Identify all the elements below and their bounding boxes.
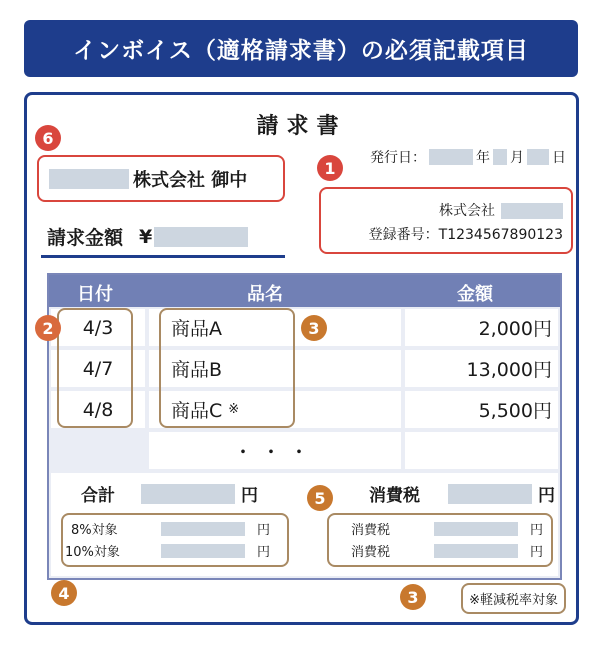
amount-label: 請求金額 [47,227,124,249]
badge-5: 5 [307,485,333,511]
invoice-sheet [24,92,579,625]
table-header [49,275,560,307]
header-amount: 金額 [457,284,493,305]
row-item-name: 商品B [171,359,223,381]
badge-3-note: 3 [400,584,426,610]
amount-underline [41,255,285,258]
row-amount: 13,000円 [405,350,558,387]
summary-box [51,473,558,576]
redacted-amount [154,227,248,247]
issuer-company: 株式会社 [439,203,495,219]
row-amount: 5,500円 [405,391,558,428]
redacted-day [527,149,549,165]
tax8-yen: 円 [530,523,544,538]
row-date: 4/7 [51,350,145,387]
badge-3: 3 [301,315,327,341]
issuer-info [319,187,573,254]
rate8-yen: 円 [257,523,271,538]
tax-line [369,481,555,506]
issue-date [370,147,566,167]
redacted-tax8 [434,522,518,536]
billing-amount [47,223,248,250]
table-row-ellipsis [49,430,560,471]
callout-items [159,308,295,428]
badge-6: 6 [35,125,61,151]
rate8-line [71,519,270,538]
rate10-line [65,541,270,560]
redacted-tax10 [434,544,518,558]
invoice-table [42,273,562,580]
redacted-rate10 [161,544,245,558]
reduced-rate-mark: ※ [228,402,240,417]
redacted-tax [448,484,532,504]
row-item-name: 商品C [171,400,223,422]
year-label: 年 [476,150,490,166]
badge-1: 1 [317,155,343,181]
redacted-year [429,149,473,165]
client-suffix: 株式会社 御中 [133,169,248,191]
currency-symbol: ¥ [139,225,153,248]
row-date: 4/8 [51,391,145,428]
tax-yen: 円 [538,486,555,506]
month-label: 月 [510,150,524,166]
invoice-title: 請求書 [256,114,347,139]
rate8-label: 8%対象 [71,523,118,538]
row-date: 4/3 [51,309,145,346]
redacted-client [49,169,129,189]
badge-2: 2 [35,315,61,341]
row-ellipsis: ・・・ [149,432,401,469]
row-date-empty [51,432,145,469]
redacted-rate8 [161,522,245,536]
redacted-month [493,149,507,165]
header-item: 品名 [247,284,283,305]
reduced-rate-note: ※軽減税率対象 [461,583,566,614]
tax-label: 消費税 [369,486,420,506]
rate10-label: 10%対象 [65,545,120,560]
badge-4: 4 [51,580,77,606]
client-name [37,155,285,202]
row-item-name: 商品A [171,318,222,340]
tax10-label: 消費税 [351,545,391,560]
rate10-yen: 円 [257,545,271,560]
banner-title: インボイス（適格請求書）の必須記載項目 [24,20,578,77]
row-amount-empty [405,432,558,469]
row-amount: 2,000円 [405,309,558,346]
tax8-line [351,519,543,538]
issue-date-label: 発行日： [370,150,426,166]
total-label: 合計 [81,486,115,506]
registration-label: 登録番号： [368,227,439,243]
total-yen: 円 [241,486,258,506]
day-label: 日 [552,150,566,166]
callout-dates [57,308,133,428]
tax8-label: 消費税 [351,523,391,538]
total-line [81,481,258,506]
tax10-line [351,541,543,560]
registration-number: T1234567890123 [438,227,563,243]
redacted-issuer [501,203,563,219]
tax10-yen: 円 [530,545,544,560]
redacted-total [141,484,235,504]
header-date: 日付 [77,284,113,305]
